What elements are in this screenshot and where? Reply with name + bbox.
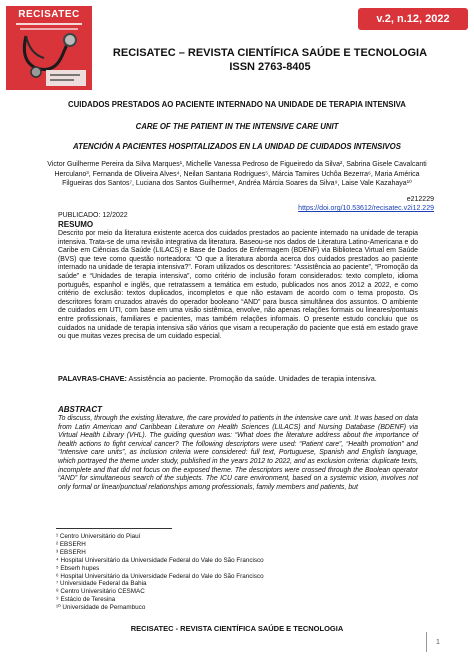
- footnote-item: ² EBSERH: [56, 540, 86, 548]
- footnote-item: ¹ Centro Universitário do Piauí: [56, 533, 141, 540]
- footnote-item: ⁴ Hospital Universitário da Universidade Federal do Vale do São Francisco: [56, 556, 264, 564]
- article-id: e212229: [406, 196, 434, 203]
- journal-cover-image: [6, 6, 92, 90]
- published-date: PUBLICADO: 12/2022: [58, 212, 128, 219]
- article-title-es: ATENCIÓN A PACIENTES HOSPITALIZADOS EN LA UNIDAD DE CUIDADOS INTENSIVOS: [73, 142, 401, 151]
- journal-title-block: [100, 46, 440, 74]
- page-number: 1: [426, 632, 449, 652]
- footnote-item: ¹⁰ Universidade de Pernambuco: [56, 604, 146, 612]
- abstract-text: To discuss, through the existing literature, the care provided to patients in the intensive care unit. It was based on data from Latin American and Caribbean Literature on Health Sciences (LILACS) and Nursing Database (BDENF) via Virtual Health Library (VHL). The guiding question was: “What does the literature address about the importance of health actions to fight cervical cancer? The following descriptors were used: “Patient care”, “Health promotion” and “Intensive care units”, as inclusion criteria were considered: full text, Portuguese, Spanish and English language, which portrayed the theme under study, published in the years 2012 to 2022, and as exclusion criteria: duplicate texts, incomplete and that did not focus on the exposed theme. The descriptors were crossed through the Boolean operator “AND” for simultaneous search of the subjects. The ICU care environment, based on a systemic vision, involves not only formal or linear/punctual relationships among professionals, family members and patients, but: [58, 415, 418, 491]
- abstract-heading: ABSTRACT: [58, 405, 102, 414]
- stethoscope-icon: [6, 6, 92, 90]
- cover-title: RECISATEC: [18, 9, 80, 20]
- author-list: Victor Guilherme Pereira da Silva Marques¹, Michelle Vanessa Pedroso de Figueiredo da Silva², Sabrina Gisele Cavalcanti Herculano³, Fernanda de Oliveira Alves⁴, Neilan Santana Rodrigues⁵, Márcia Tamires Uchôa Bezerra⁶, Maria América Filgueiras dos Santos⁷, Luciana dos Santos Guilherme⁸, Andréa Márcia Soares da Silva⁹, Laise Vale Kazahaya¹⁰: [47, 161, 427, 187]
- footnote-item: ⁹ Estácio de Teresina: [56, 596, 116, 604]
- journal-title: RECISATEC – REVISTA CIENTÍFICA SAÚDE E TECNOLOGIA: [112, 47, 428, 59]
- doi-link[interactable]: https://doi.org/10.53612/recisatec.v2i12.229: [298, 205, 434, 212]
- keywords-label: PALAVRAS-CHAVE:: [58, 374, 127, 383]
- footnotes: [56, 533, 356, 612]
- resumo-text: Descrito por meio da literatura existente acerca dos cuidados prestados ao paciente internado na unidade de terapia intensiva. Trata-se de uma revisão integrativa da literatura. Baseou-se nos dados de Literatura Latino-Americana e do Caribe em Ciências da Saúde (LILACS) e Base de Dados de Enfermagem (BDENF) via Biblioteca Virtual em Saúde (BVS) que teve como questão norteadora: “O que a literatura aborda acerca dos cuidados prestados ao paciente internado na unidade de terapia intensiva?”. Foram utilizados os descritores: “Assistência ao paciente”, “Promoção da saúde” e “Unidades de terapia intensiva”, como critério de inclusão foram considerados: texto completo, idioma português, espanhol e inglês, que retratassem a temática em estudo, publicados nos anos 2012 a 2022, e como critério de exclusão: textos duplicados, incompletos e que não estavam de acordo com o tema proposto. Os descritores foram cruzados através do operador booleano “AND” para busca simultânea dos assuntos. O ambiente de cuidados em UTI, com base em uma visão sistêmica, envolve, não apenas relações formais ou lineares/pontuais entre profissionais, familiares e pacientes, mas também relações informais. O presente estudo concluiu que os cuidados na unidade de terapia intensiva são vários que visam a recuperação do paciente que está em estado grave ou que muitas vezes precisa de um cuidado especial.: [58, 230, 418, 341]
- keywords-line: [58, 375, 418, 384]
- journal-issn: ISSN 2763-8405: [229, 61, 311, 73]
- footnote-divider: [56, 528, 172, 529]
- article-title-en: CARE OF THE PATIENT IN THE INTENSIVE CARE UNIT: [135, 122, 339, 131]
- article-title-pt: CUIDADOS PRESTADOS AO PACIENTE INTERNADO NA UNIDADE DE TERAPIA INTENSIVA: [68, 100, 406, 109]
- page-footer: RECISATEC - REVISTA CIENTÍFICA SAÚDE E TECNOLOGIA: [130, 624, 344, 633]
- footnote-item: ⁶ Hospital Universitário da Universidade Federal do Vale do São Francisco: [56, 572, 264, 580]
- footnote-item: ⁸ Centro Universitário CESMAC: [56, 588, 145, 596]
- footnote-item: ³ EBSERH: [56, 548, 86, 556]
- footnote-item: ⁵ Ebserh hupes: [56, 564, 100, 572]
- footnote-item: ⁷ Universidade Federal da Bahia: [56, 580, 147, 588]
- resumo-heading: RESUMO: [58, 220, 94, 229]
- volume-badge: v.2, n.12, 2022: [358, 8, 468, 30]
- keywords-text: Assistência ao paciente. Promoção da saúde. Unidades de terapia intensiva.: [128, 374, 377, 383]
